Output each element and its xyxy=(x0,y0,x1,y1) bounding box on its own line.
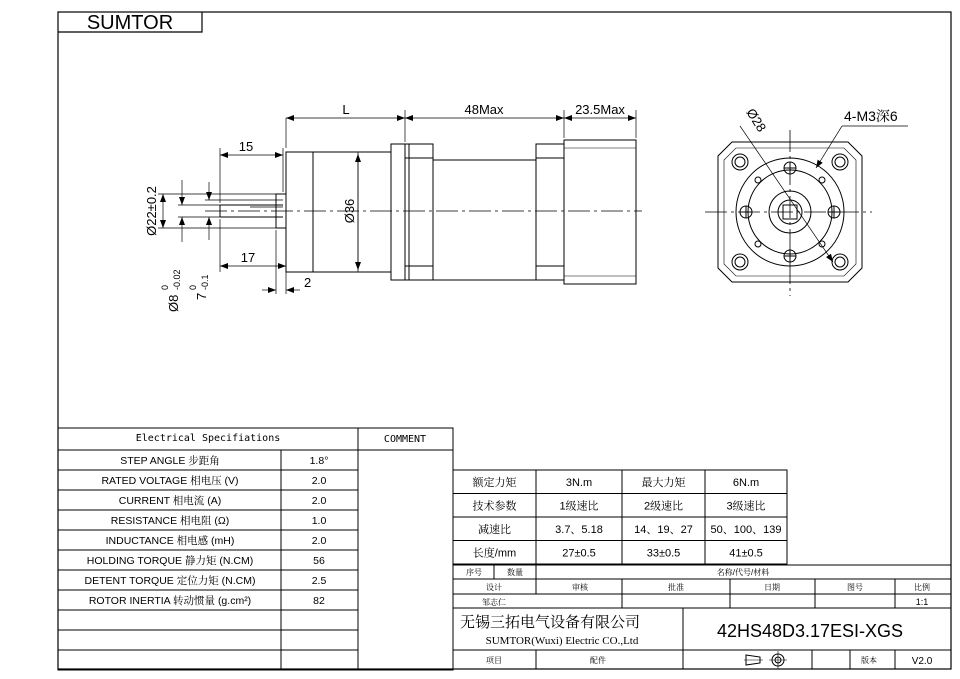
electrical-row-value: 2.0 xyxy=(311,475,327,487)
electrical-row-value: 2.0 xyxy=(311,495,327,507)
gearbox-cell: 3N.m xyxy=(565,477,593,489)
dim-d28: Ø28 xyxy=(743,105,770,135)
tb-approve: 批准 xyxy=(668,583,684,592)
tb-drafter: 邹志仁 xyxy=(482,598,506,607)
tb-design: 设计 xyxy=(486,583,502,592)
comment-header: COMMENT xyxy=(383,434,427,445)
electrical-row-value: 82 xyxy=(313,595,325,607)
electrical-row-label: STEP ANGLE 步距角 xyxy=(120,455,220,467)
gearbox-cell: 3.7、5.18 xyxy=(555,524,603,536)
tb-drawing-no: 图号 xyxy=(847,583,863,592)
electrical-row-value: 1.0 xyxy=(311,515,327,527)
dim-d8-tol-lower: -0.02 xyxy=(172,269,182,290)
tb-name-code-material: 名称/代号/材料 xyxy=(716,568,770,577)
electrical-spec-table xyxy=(58,428,453,670)
brand-box xyxy=(58,12,202,34)
gearbox-cell: 50、100、139 xyxy=(710,524,782,536)
electrical-row-value: 56 xyxy=(313,555,325,567)
dim-15: 15 xyxy=(238,139,254,154)
tb-scale-value: 1:1 xyxy=(915,597,929,607)
dim-d8-tol-upper: 0 xyxy=(160,284,170,290)
gearbox-cell: 3级速比 xyxy=(726,500,766,513)
electrical-row-label: CURRENT 相电流 (A) xyxy=(118,495,222,507)
tb-review: 审核 xyxy=(572,583,588,592)
title-block xyxy=(453,565,951,669)
gearbox-cell: 最大力矩 xyxy=(641,477,686,489)
holes-label: 4-M3深6 xyxy=(844,108,898,124)
tb-company-en: SUMTOR(Wuxi) Electric CO.,Ltd xyxy=(485,635,639,647)
dim-17: 17 xyxy=(240,250,256,265)
electrical-row-value: 2.0 xyxy=(311,535,327,547)
electrical-row-label: HOLDING TORQUE 静力矩 (N.CM) xyxy=(86,555,254,567)
gearbox-cell: 减速比 xyxy=(478,524,511,536)
gearbox-cell: 1级速比 xyxy=(559,500,599,513)
gearbox-cell: 27±0.5 xyxy=(562,547,596,560)
dim-d8: Ø8 xyxy=(166,294,181,312)
dim-7-tol-lower: -0.1 xyxy=(200,274,210,290)
gearbox-cell: 额定力矩 xyxy=(472,477,517,489)
dim-d36: Ø36 xyxy=(342,198,357,224)
projection-symbol-icon xyxy=(744,651,787,669)
tb-version-value: V2.0 xyxy=(911,656,933,667)
dim-48max: 48Max xyxy=(464,102,504,117)
tb-date: 日期 xyxy=(764,583,780,592)
electrical-row-label: RESISTANCE 相电阻 (Ω) xyxy=(110,515,230,527)
dim-2: 2 xyxy=(304,275,312,290)
gearbox-cell: 技术参数 xyxy=(472,500,517,513)
front-view xyxy=(158,110,642,294)
dim-23-5max: 23.5Max xyxy=(575,102,625,117)
electrical-row-value: 2.5 xyxy=(311,575,327,587)
gearbox-cell: 41±0.5 xyxy=(729,547,763,560)
electrical-row-label: ROTOR INERTIA 转动惯量 (g.cm²) xyxy=(88,595,252,607)
tb-version-label: 版本 xyxy=(861,656,877,665)
tb-scale-label: 比例 xyxy=(914,583,930,592)
gearbox-cell: 33±0.5 xyxy=(646,547,681,560)
gearbox-cell: 长度/mm xyxy=(472,547,517,560)
tb-project: 项目 xyxy=(486,656,502,665)
tb-parts: 配件 xyxy=(590,656,606,665)
tb-model: 42HS48D3.17ESI-XGS xyxy=(716,621,904,641)
dim-7: 7 xyxy=(194,292,209,300)
end-view-labels xyxy=(743,106,897,135)
gearbox-table xyxy=(453,470,787,564)
dim-7-tol-upper: 0 xyxy=(188,284,198,290)
brand-label: SUMTOR xyxy=(86,12,174,34)
gearbox-cell: 6N.m xyxy=(732,477,760,489)
gearbox-cell: 14、19、27 xyxy=(634,524,693,536)
gearbox-cell: 2级速比 xyxy=(643,500,684,513)
electrical-row-label: RATED VOLTAGE 相电压 (V) xyxy=(101,475,239,487)
electrical-row-label: INDUCTANCE 相电感 (mH) xyxy=(105,535,235,547)
tb-qty: 数量 xyxy=(507,568,523,577)
tb-company-cn: 无锡三拓电气设备有限公司 xyxy=(459,615,641,631)
dim-L: L xyxy=(342,102,350,117)
end-view xyxy=(705,126,908,296)
electrical-row-value: 1.8° xyxy=(309,455,329,467)
dim-d22: Ø22±0.2 xyxy=(144,186,159,236)
tb-seq: 序号 xyxy=(466,568,482,577)
electrical-row-label: DETENT TORQUE 定位力矩 (N.CM) xyxy=(84,575,256,587)
electrical-title: Electrical Specifiations xyxy=(135,433,281,444)
